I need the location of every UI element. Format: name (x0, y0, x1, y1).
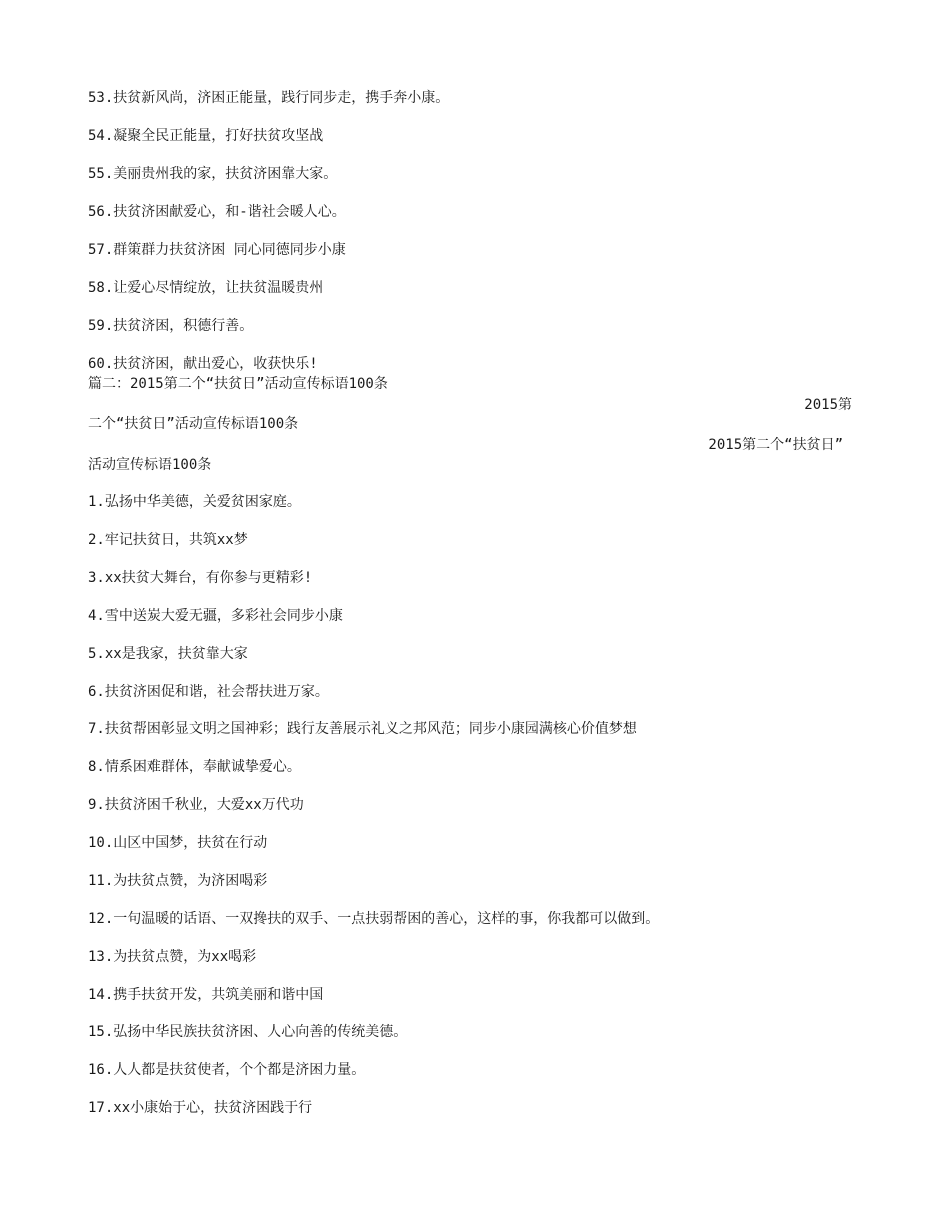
slogan-17: 17.xx小康始于心，扶贫济困践于行 (88, 1100, 313, 1116)
slogan-8: 8.情系困难群体，奉献诚挚爱心。 (88, 759, 301, 775)
slogan-6: 6.扶贫济困促和谐，社会帮扶进万家。 (88, 684, 329, 700)
slogan-59: 59.扶贫济困，积德行善。 (88, 318, 254, 334)
slogan-56: 56.扶贫济困献爱心，和-谐社会暖人心。 (88, 204, 346, 220)
slogan-14: 14.携手扶贫开发，共筑美丽和谐中国 (88, 987, 324, 1003)
title-fragment-2: 二个“扶贫日”活动宣传标语100条 (88, 416, 299, 432)
slogan-2: 2.牢记扶贫日，共筑xx梦 (88, 532, 248, 548)
slogan-1: 1.弘扬中华美德，关爱贫困家庭。 (88, 494, 301, 510)
slogan-11: 11.为扶贫点赞，为济困喝彩 (88, 873, 268, 889)
title-fragment-3: 2015第二个“扶贫日” (708, 437, 843, 453)
slogan-60: 60.扶贫济困，献出爱心，收获快乐! (88, 356, 318, 372)
slogan-15: 15.弘扬中华民族扶贫济困、人心向善的传统美德。 (88, 1024, 408, 1040)
slogan-3: 3.xx扶贫大舞台，有你参与更精彩! (88, 570, 313, 586)
section-heading: 篇二：2015第二个“扶贫日”活动宣传标语100条 (88, 376, 388, 392)
slogan-5: 5.xx是我家，扶贫靠大家 (88, 646, 248, 662)
slogan-53: 53.扶贫新风尚，济困正能量，践行同步走，携手奔小康。 (88, 90, 450, 106)
slogan-57: 57.群策群力扶贫济困 同心同德同步小康 (88, 242, 346, 258)
slogan-55: 55.美丽贵州我的家，扶贫济困靠大家。 (88, 166, 338, 182)
title-fragment-1: 2015第 (804, 397, 852, 413)
title-fragment-4: 活动宣传标语100条 (88, 457, 212, 473)
slogan-58: 58.让爱心尽情绽放，让扶贫温暖贵州 (88, 280, 324, 296)
slogan-54: 54.凝聚全民正能量，打好扶贫攻坚战 (88, 128, 324, 144)
slogan-12: 12.一句温暖的话语、一双搀扶的双手、一点扶弱帮困的善心，这样的事，你我都可以做到。 (88, 911, 660, 927)
slogan-10: 10.山区中国梦，扶贫在行动 (88, 835, 268, 851)
slogan-9: 9.扶贫济困千秋业，大爱xx万代功 (88, 797, 304, 813)
slogan-13: 13.为扶贫点赞，为xx喝彩 (88, 949, 257, 965)
slogan-4: 4.雪中送炭大爱无疆，多彩社会同步小康 (88, 608, 343, 624)
slogan-16: 16.人人都是扶贫使者，个个都是济困力量。 (88, 1062, 366, 1078)
slogan-7: 7.扶贫帮困彰显文明之国神彩；践行友善展示礼义之邦风范；同步小康园满核心价值梦想 (88, 721, 637, 737)
